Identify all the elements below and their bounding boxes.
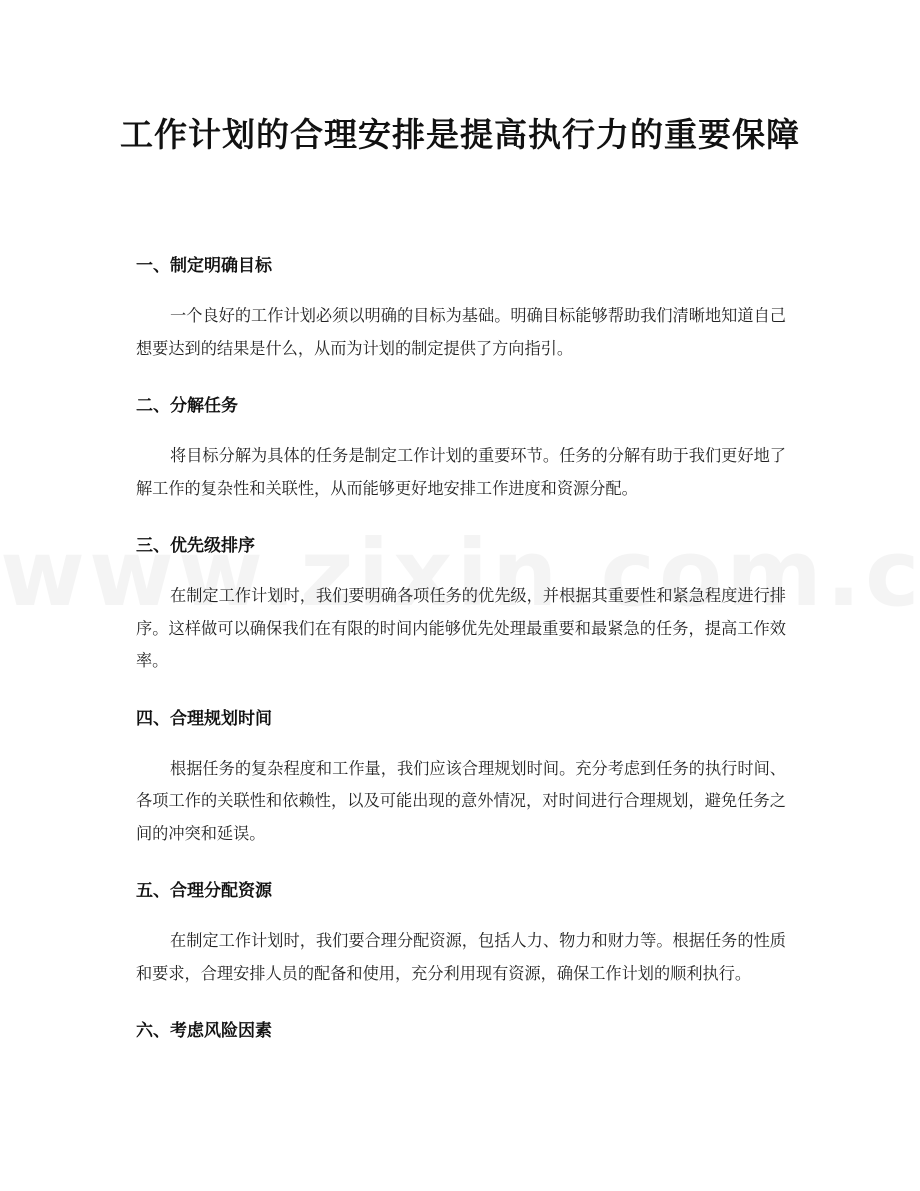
document-content — [136, 252, 786, 1045]
section-heading-3: 三、优先级排序 — [136, 536, 255, 556]
section-heading-4: 四、合理规划时间 — [136, 708, 272, 729]
section-body-2: 将目标分解为具体的任务是制定工作计划的重要环节。任务的分解有助于我们更好地了解工作的复杂性和关联性，从而能够更好地安排工作进度和资源分配。 — [136, 446, 786, 498]
section-body-1: 一个良好的工作计划必须以明确的目标为基础。明确目标能够帮助我们清晰地知道自己想要达到的结果是什么，从而为计划的制定提供了方向指引。 — [136, 306, 786, 358]
section-heading-6: 六、考虑风险因素 — [136, 1021, 272, 1041]
section-heading-5: 五、合理分配资源 — [136, 881, 272, 901]
section-heading-2: 二、分解任务 — [136, 396, 238, 416]
section-body-5: 在制定工作计划时，我们要合理分配资源，包括人力、物力和财力等。根据任务的性质和要求，合理安排人员的配备和使用，充分利用现有资源，确保工作计划的顺利执行。 — [136, 931, 786, 983]
document-title: 工作计划的合理安排是提高执行力的重要保障 — [120, 115, 800, 154]
section-body-3: 在制定工作计划时，我们要明确各项任务的优先级，并根据其重要性和紧急程度进行排序。这样做可以确保我们在有限的时间内能够优先处理最重要和最紧急的任务，提高工作效率。 — [136, 586, 786, 670]
section-body-4: 根据任务的复杂程度和工作量，我们应该合理规划时间。充分考虑到任务的执行时间、各项工作的关联性和依赖性，以及可能出现的意外情况，对时间进行合理规划，避免任务之间的冲突和延误。 — [136, 758, 786, 843]
section-heading-1: 一、制定明确目标 — [136, 256, 272, 276]
